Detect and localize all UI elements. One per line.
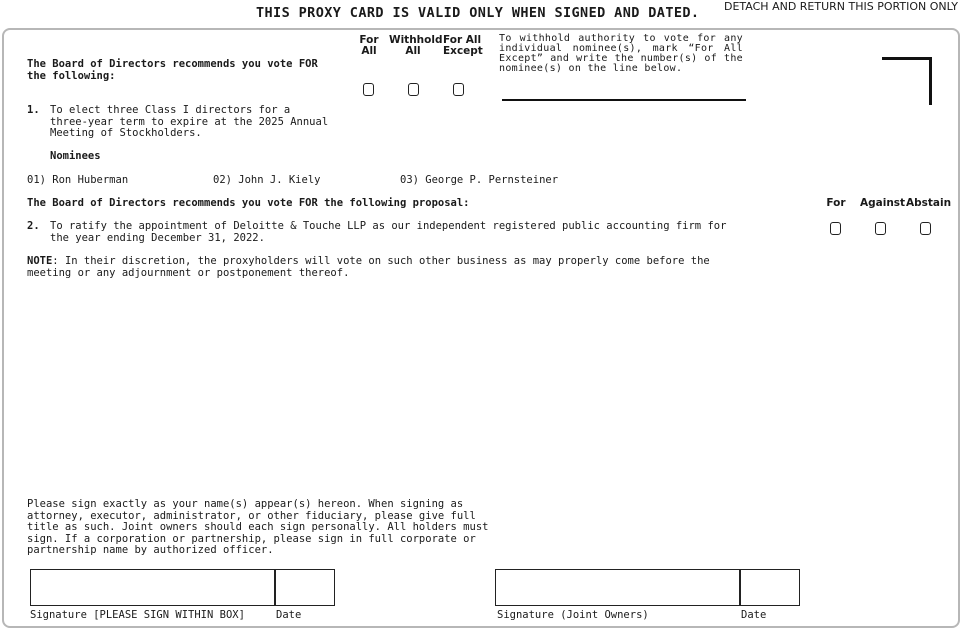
signature-date-box[interactable]: [274, 569, 335, 606]
item-2-text: To ratify the appointment of Deloitte & Touche LLP as our independent registered public accounting firm for the year ending December 31, 2022.: [50, 220, 727, 244]
detach-instruction: DETACH AND RETURN THIS PORTION ONLY: [724, 0, 958, 13]
registration-corner-mark: [882, 57, 932, 105]
note-label: NOTE: [27, 255, 53, 267]
withhold-instructions: To withhold authority to vote for any individual nominee(s), mark “For All Except” and write the number(s) of the nominee(s) on the line below.: [499, 33, 743, 74]
nominees-heading: Nominees: [50, 150, 101, 162]
col-withhold-all: Withhold All: [389, 34, 443, 57]
for-checkbox[interactable]: [830, 222, 841, 235]
item-2-number: 2.: [27, 220, 40, 232]
joint-signature-box[interactable]: [495, 569, 741, 606]
nominee-1: 01) Ron Huberman: [27, 174, 129, 186]
for-all-except-checkbox[interactable]: [453, 83, 464, 96]
board-recommendation-1: The Board of Directors recommends you vote FOR the following:: [27, 58, 318, 82]
joint-signature-date-box[interactable]: [739, 569, 800, 606]
for-all-checkbox[interactable]: [363, 83, 374, 96]
nominee-exception-line[interactable]: [502, 99, 746, 101]
signature-label: Signature [PLEASE SIGN WITHIN BOX]: [30, 609, 245, 621]
note-text: : In their discretion, the proxyholders will vote on such other business as may properly come before the meeting or any adjournment or postponement thereof.: [27, 255, 710, 279]
signature-box[interactable]: [30, 569, 276, 606]
signing-instructions: Please sign exactly as your name(s) appear(s) hereon. When signing as attorney, executor, administrator, or other fiduciary, please give full title as such. Joint owners should each sign personally. All holders must sign. If a corporation or partnership, please sign in full corporate or partnership name by authorized officer.: [27, 498, 489, 556]
joint-signature-date-label: Date: [741, 609, 767, 621]
note-paragraph: [27, 256, 710, 279]
col-against: Against: [860, 197, 906, 209]
validity-banner: THIS PROXY CARD IS VALID ONLY WHEN SIGNED AND DATED.: [256, 5, 700, 21]
col-for-all-except: For All Except: [443, 34, 483, 57]
signature-date-label: Date: [276, 609, 302, 621]
col-for: For: [826, 197, 846, 209]
col-for-all: For All: [359, 34, 379, 57]
board-recommendation-2: The Board of Directors recommends you vote FOR the following proposal:: [27, 197, 470, 209]
nominee-2: 02) John J. Kiely: [213, 174, 321, 186]
joint-signature-label: Signature (Joint Owners): [497, 609, 649, 621]
col-abstain: Abstain: [906, 197, 952, 209]
withhold-all-checkbox[interactable]: [408, 83, 419, 96]
item-1-number: 1.: [27, 104, 40, 116]
item-1-text: To elect three Class I directors for a three-year term to expire at the 2025 Annual Meeting of Stockholders.: [50, 104, 329, 139]
against-checkbox[interactable]: [875, 222, 886, 235]
nominee-3: 03) George P. Pernsteiner: [400, 174, 559, 186]
abstain-checkbox[interactable]: [920, 222, 931, 235]
